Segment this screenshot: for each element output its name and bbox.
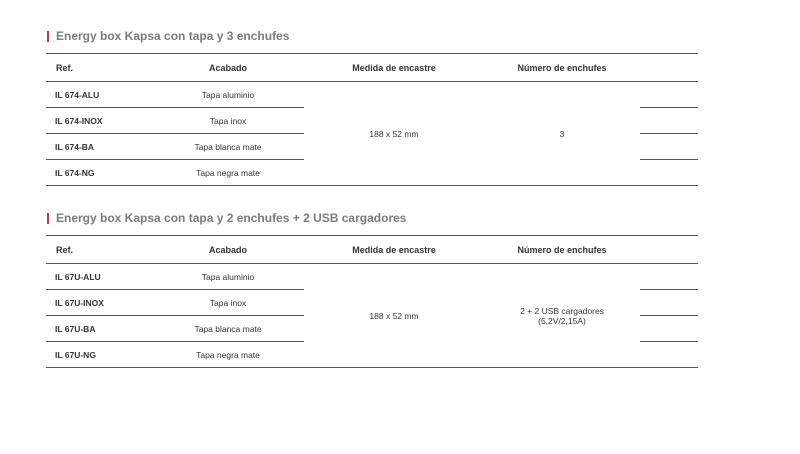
table-header-row	[46, 54, 698, 82]
section-title-text: Energy box Kapsa con tapa y 3 enchufes	[56, 29, 290, 43]
header-medida: Medida de encastre	[304, 236, 484, 264]
ref-cell: IL 67U-INOX	[46, 290, 152, 316]
header-blank	[640, 236, 698, 264]
blank-cell	[640, 82, 698, 108]
header-blank	[640, 54, 698, 82]
acabado-cell: Tapa negra mate	[152, 160, 304, 186]
blank-cell	[640, 134, 698, 160]
section-title-text: Energy box Kapsa con tapa y 2 enchufes + 2 USB cargadores	[56, 211, 407, 225]
section-title	[46, 209, 698, 227]
table-header-row	[46, 236, 698, 264]
blank-cell	[640, 290, 698, 316]
header-acabado: Acabado	[152, 236, 304, 264]
ref-cell: IL 674-INOX	[46, 108, 152, 134]
ref-cell: IL 674-NG	[46, 160, 152, 186]
table-row	[46, 82, 698, 108]
enchufes-cell	[484, 82, 640, 186]
medida-cell: 188 x 52 mm	[304, 82, 484, 186]
ref-cell: IL 67U-BA	[46, 316, 152, 342]
product-table	[46, 235, 698, 368]
header-medida: Medida de encastre	[304, 54, 484, 82]
blank-cell	[640, 264, 698, 290]
header-enchufes: Número de enchufes	[484, 236, 640, 264]
title-accent-bar	[47, 31, 49, 42]
medida-cell: 188 x 52 mm	[304, 264, 484, 368]
ref-cell: IL 674-ALU	[46, 82, 152, 108]
section-kapsa-2-enchufes-usb	[46, 209, 698, 368]
enchufes-line2: (5,2V/2,15A)	[538, 315, 586, 326]
enchufes-line1: 3	[559, 128, 565, 139]
blank-cell	[640, 108, 698, 134]
acabado-cell: Tapa inox	[152, 290, 304, 316]
blank-cell	[640, 160, 698, 186]
table-row	[46, 264, 698, 290]
enchufes-cell	[484, 264, 640, 368]
header-enchufes: Número de enchufes	[484, 54, 640, 82]
section-title	[46, 27, 698, 45]
ref-cell: IL 674-BA	[46, 134, 152, 160]
header-acabado: Acabado	[152, 54, 304, 82]
acabado-cell: Tapa aluminio	[152, 264, 304, 290]
blank-cell	[640, 316, 698, 342]
acabado-cell: Tapa aluminio	[152, 82, 304, 108]
acabado-cell: Tapa negra mate	[152, 342, 304, 368]
header-ref: Ref.	[46, 236, 152, 264]
ref-cell: IL 67U-NG	[46, 342, 152, 368]
acabado-cell: Tapa blanca mate	[152, 134, 304, 160]
header-ref: Ref.	[46, 54, 152, 82]
section-kapsa-3-enchufes	[46, 27, 698, 186]
enchufes-line1: 2 + 2 USB cargadores	[520, 305, 604, 316]
title-accent-bar	[47, 213, 49, 224]
acabado-cell: Tapa inox	[152, 108, 304, 134]
acabado-cell: Tapa blanca mate	[152, 316, 304, 342]
product-table	[46, 53, 698, 186]
blank-cell	[640, 342, 698, 368]
ref-cell: IL 67U-ALU	[46, 264, 152, 290]
